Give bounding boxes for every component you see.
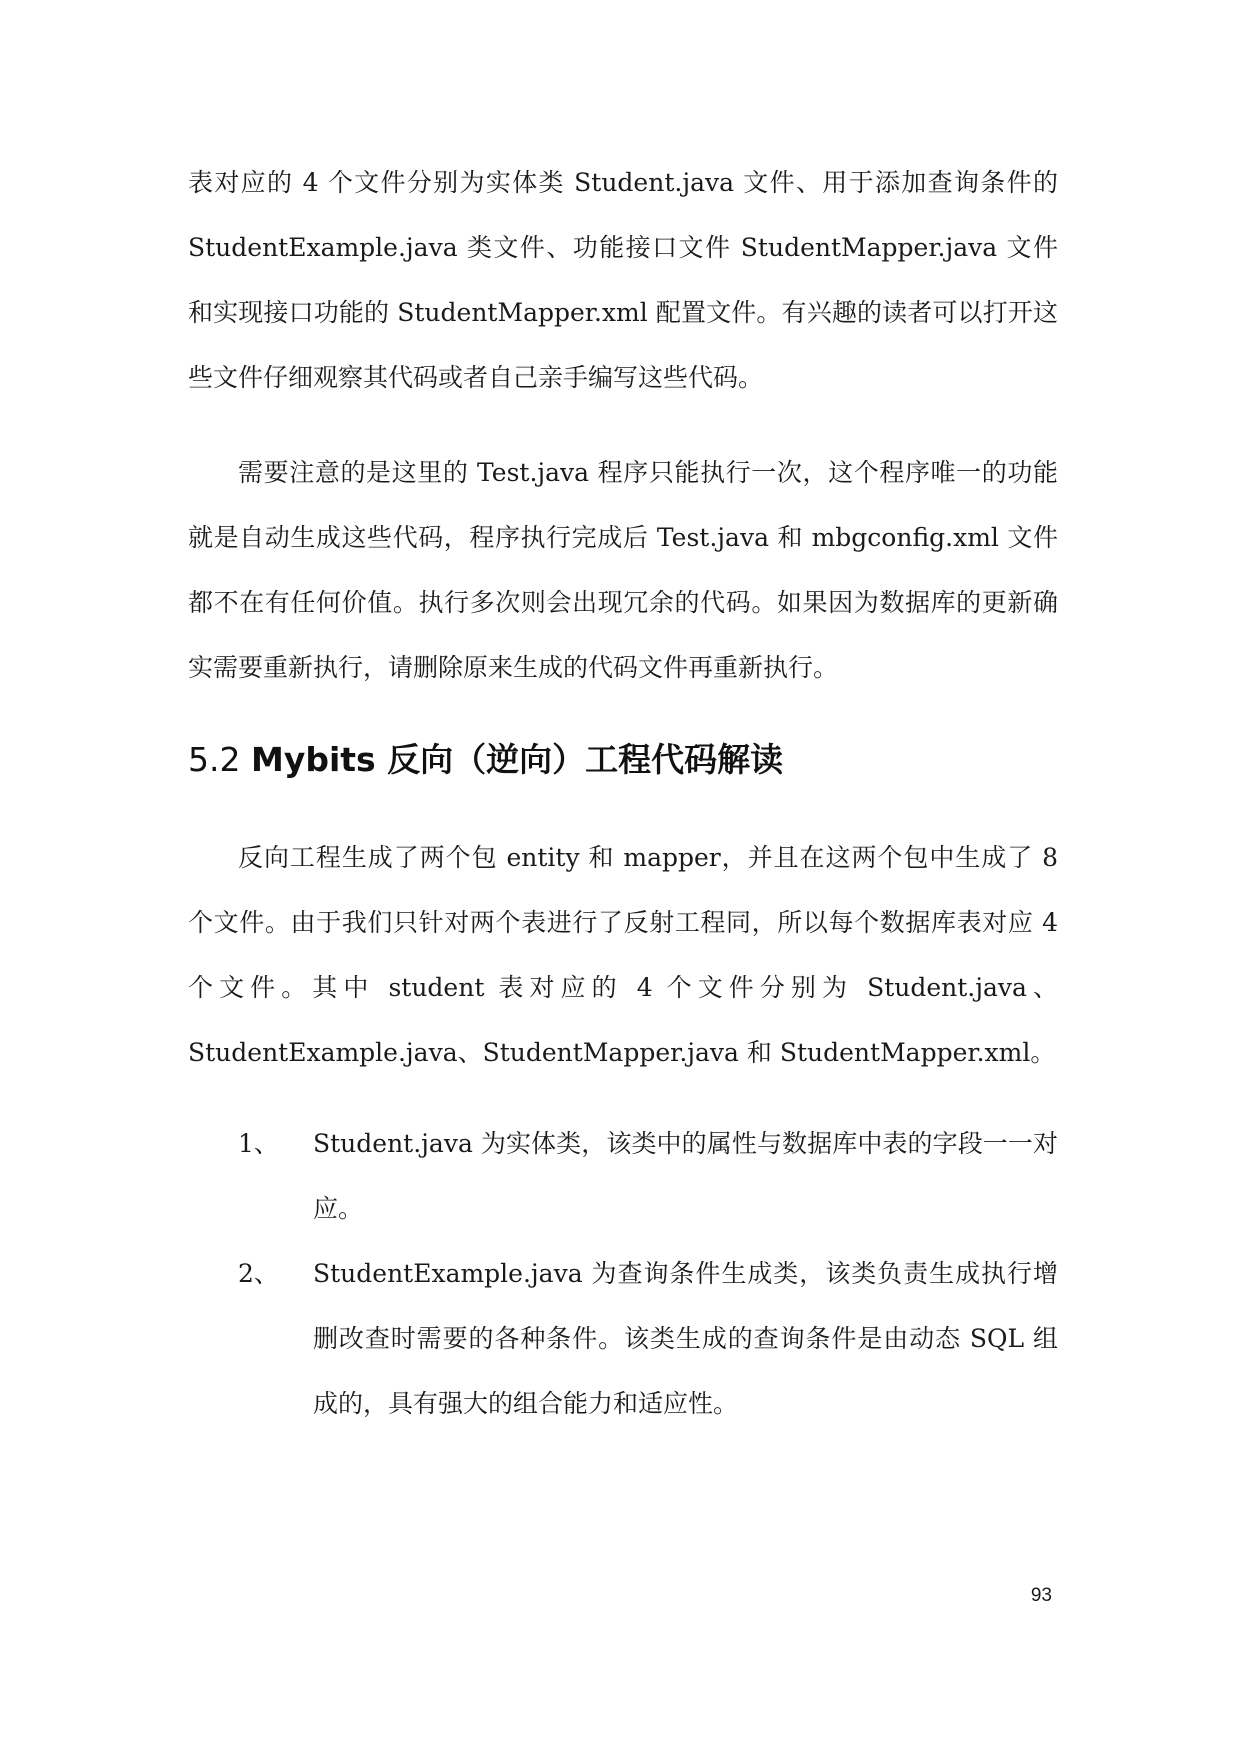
paragraph-test-java-note: 需要注意的是这里的 Test.java 程序只能执行一次，这个程序唯一的功能就是自动生成这些代码，程序执行完成后 Test.java 和 mbgconfig.xml 文件都不在有任何价值。执行多次则会出现冗余的代码。如果因为数据库的更新确实需要重新执行，请删除原来生成的代码文件再重新执行。 <box>188 458 1058 682</box>
section-heading <box>188 735 783 785</box>
list-item <box>188 1111 1058 1241</box>
list-item-text: Student.java 为实体类，该类中的属性与数据库中表的字段一一对应。 <box>313 1129 1058 1223</box>
page-number: 93 <box>1030 1585 1052 1606</box>
list-item-marker: 2、 <box>238 1259 279 1288</box>
paragraph-section-intro: 反向工程生成了两个包 entity 和 mapper，并且在这两个包中生成了 8 个文件。由于我们只针对两个表进行了反射工程同，所以每个数据库表对应 4 个文件。其中 student 表对应的 4 个文件分别为 Student.java、StudentExample.java、StudentMapper.java 和 StudentMapper.xml。 <box>188 843 1058 1067</box>
section-title: Mybits 反向（逆向）工程代码解读 <box>250 740 784 779</box>
list-item-text: StudentExample.java 为查询条件生成类，该类负责生成执行增删改查时需要的各种条件。该类生成的查询条件是由动态 SQL 组成的，具有强大的组合能力和适应性。 <box>313 1259 1058 1418</box>
list-item-marker: 1、 <box>238 1129 279 1158</box>
file-description-list <box>188 1111 1058 1436</box>
list-item <box>188 1241 1058 1436</box>
document-page <box>188 0 1058 1753</box>
paragraph-file-description: 表对应的 4 个文件分别为实体类 Student.java 文件、用于添加查询条件的 StudentExample.java 类文件、功能接口文件 StudentMapper.java 文件和实现接口功能的 StudentMapper.xml 配置文件。有兴趣的读者可以打开这些文件仔细观察其代码或者自己亲手编写这些代码。 <box>188 168 1058 392</box>
section-number: 5.2 <box>188 740 241 779</box>
